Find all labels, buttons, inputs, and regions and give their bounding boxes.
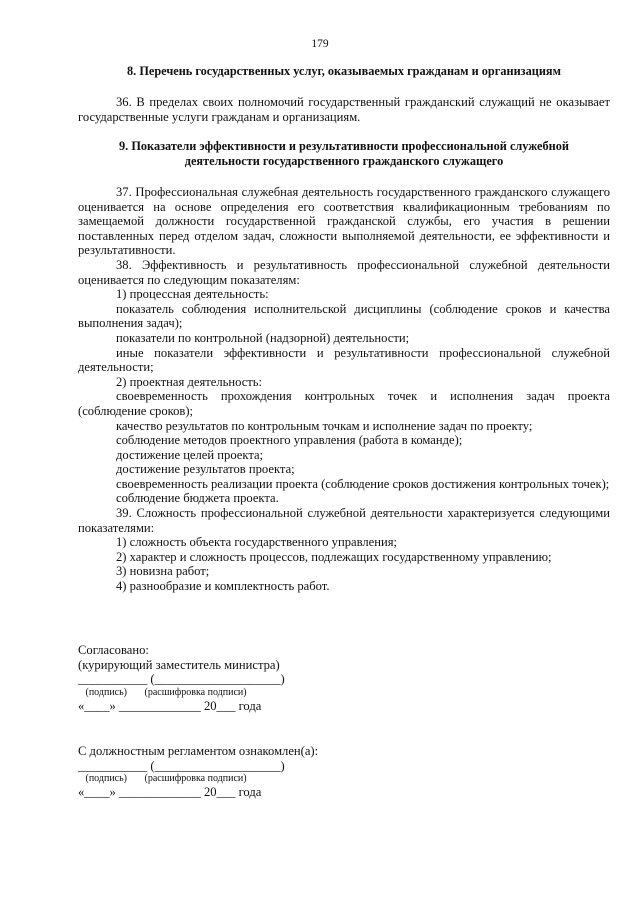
- page-number: 179: [311, 38, 329, 50]
- approval-label: Согласовано:: [78, 643, 149, 657]
- list-item: 1) процессная деятельность:: [116, 287, 269, 302]
- date-field: «____» _____________ 20___ года: [78, 785, 262, 800]
- paragraph-36: 36. В пределах своих полномочий государственный гражданский служащий не оказывает государственные услуги гражданам и организациям.: [78, 95, 610, 124]
- signature-captions: (подпись) (расшифровка подписи): [78, 686, 247, 698]
- list-item: достижение результатов проекта;: [116, 462, 295, 477]
- section-9-title: [78, 139, 610, 168]
- acquaintance-block: [78, 744, 498, 800]
- list-item: 1) сложность объекта государственного управления;: [116, 535, 398, 550]
- paragraph-38: 38. Эффективность и результативность профессиональной служебной деятельности оценивается по следующим показателям:: [78, 257, 610, 287]
- list-item: иные показатели эффективности и результативности профессиональной служебной деятельности;: [78, 345, 610, 375]
- list-item: показатели по контрольной (надзорной) деятельности;: [116, 330, 410, 345]
- paragraph-37: 37. Профессиональная служебная деятельность государственного гражданского служащего оценивается на основе определения его соответствия квалификационным требованиям по замещаемой должности государственной гражданской службы, его участия в решении поставленных перед отделом задач, сложности выполняемой деятельности, ее эффективности и результативности.: [78, 185, 610, 258]
- paragraph-39: 39. Сложность профессиональной служебной деятельности характеризуется следующими показателями:: [78, 506, 610, 535]
- list-item: 2) характер и сложность процессов, подлежащих государственному управлению;: [116, 549, 552, 564]
- section-9-body: [78, 185, 610, 594]
- list-item: качество результатов по контрольным точкам и исполнение задач по проекту;: [116, 418, 533, 433]
- acquaintance-label: С должностным регламентом ознакомлен(а):: [78, 744, 319, 758]
- list-item: 4) разнообразие и комплектность работ.: [116, 579, 330, 594]
- signature-field: ___________ (____________________): [78, 672, 285, 687]
- list-item: своевременность прохождения контрольных точек и исполнения задач проекта (соблюдение сроков);: [78, 389, 610, 418]
- list-item: своевременность реализации проекта (соблюдение сроков достижения контрольных точек);: [116, 476, 610, 491]
- list-item: соблюдение бюджета проекта.: [116, 491, 279, 506]
- approval-block: [78, 643, 498, 713]
- section-9-title-line1: 9. Показатели эффективности и результативности профессиональной служебной: [119, 139, 569, 153]
- list-item: достижение целей проекта;: [116, 447, 264, 462]
- list-item: показатель соблюдения исполнительской дисциплины (соблюдение сроков и качества выполнения задач);: [78, 301, 610, 331]
- list-item: соблюдение методов проектного управления (работа в команде);: [116, 433, 463, 448]
- list-item: 3) новизна работ;: [116, 564, 210, 579]
- section-9-title-line2: деятельности государственного гражданского служащего: [184, 153, 504, 168]
- signature-captions: (подпись) (расшифровка подписи): [78, 773, 247, 785]
- list-item: 2) проектная деятельность:: [116, 374, 263, 389]
- date-field: «____» _____________ 20___ года: [78, 698, 262, 713]
- approval-role: (курирующий заместитель министра): [78, 657, 280, 672]
- signature-field: ___________ (____________________): [78, 758, 285, 773]
- section-8-title: 8. Перечень государственных услуг, оказываемых гражданам и организациям: [127, 64, 561, 78]
